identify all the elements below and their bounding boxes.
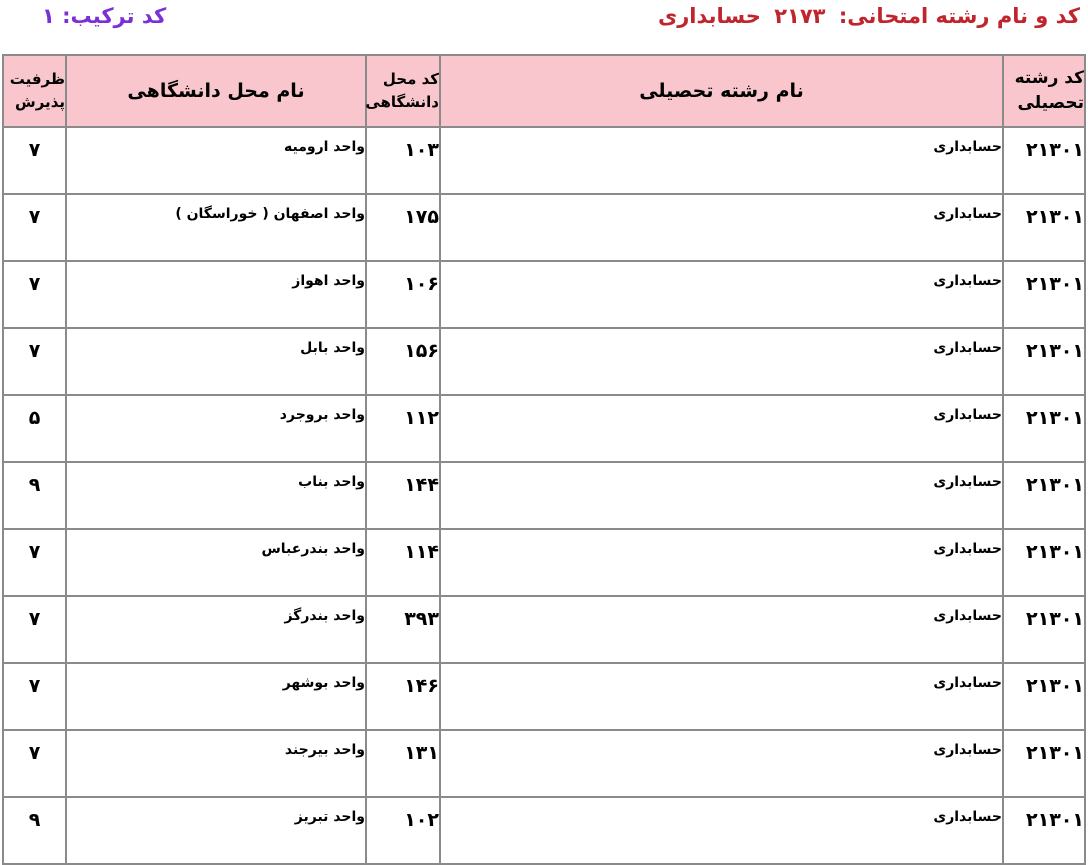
field-name-cell: حسابداری <box>440 328 1003 395</box>
field-name-cell: حسابداری <box>440 663 1003 730</box>
field-name-cell: حسابداری <box>440 730 1003 797</box>
field-code-cell: ۲۱۳۰۱ <box>1003 395 1085 462</box>
table-row <box>3 194 1085 261</box>
capacity-cell: ۷ <box>3 261 66 328</box>
field-name-cell: حسابداری <box>440 194 1003 261</box>
col-header-university-code: کد محل دانشگاهی <box>366 55 440 127</box>
university-name-cell: واحد ارومیه <box>66 127 366 194</box>
combination-label: کد ترکیب: <box>62 4 167 28</box>
field-name-cell: حسابداری <box>440 529 1003 596</box>
table-row <box>3 395 1085 462</box>
field-code-cell: ۲۱۳۰۱ <box>1003 730 1085 797</box>
field-code-cell: ۲۱۳۰۱ <box>1003 127 1085 194</box>
university-name-cell: واحد بندرگز <box>66 596 366 663</box>
capacity-cell: ۵ <box>3 395 66 462</box>
university-code-cell: ۱۰۲ <box>366 797 440 864</box>
field-code-cell: ۲۱۳۰۱ <box>1003 529 1085 596</box>
col-header-field-code: کد رشته تحصیلی <box>1003 55 1085 127</box>
capacity-cell: ۷ <box>3 529 66 596</box>
university-name-cell: واحد تبریز <box>66 797 366 864</box>
col-header-field-name: نام رشته تحصیلی <box>440 55 1003 127</box>
university-code-cell: ۱۰۳ <box>366 127 440 194</box>
university-code-cell: ۱۳۱ <box>366 730 440 797</box>
capacity-cell: ۹ <box>3 797 66 864</box>
col-header-capacity: ظرفیت پذیرش <box>3 55 66 127</box>
table-row <box>3 127 1085 194</box>
university-name-cell: واحد بندرعباس <box>66 529 366 596</box>
capacity-cell: ۷ <box>3 194 66 261</box>
field-name-cell: حسابداری <box>440 462 1003 529</box>
admission-table <box>2 54 1086 865</box>
capacity-cell: ۹ <box>3 462 66 529</box>
exam-header <box>658 2 1080 30</box>
field-code-cell: ۲۱۳۰۱ <box>1003 462 1085 529</box>
exam-label: کد و نام رشته امتحانی: <box>838 4 1080 28</box>
field-name-cell: حسابداری <box>440 127 1003 194</box>
field-code-cell: ۲۱۳۰۱ <box>1003 596 1085 663</box>
university-name-cell: واحد بیرجند <box>66 730 366 797</box>
exam-name: حسابداری <box>657 4 761 28</box>
table-row <box>3 596 1085 663</box>
table-row <box>3 462 1085 529</box>
university-code-cell: ۱۵۶ <box>366 328 440 395</box>
capacity-cell: ۷ <box>3 127 66 194</box>
field-code-cell: ۲۱۳۰۱ <box>1003 797 1085 864</box>
university-code-cell: ۱۴۶ <box>366 663 440 730</box>
field-name-cell: حسابداری <box>440 395 1003 462</box>
table-header-row <box>3 55 1085 127</box>
university-name-cell: واحد بوشهر <box>66 663 366 730</box>
university-code-cell: ۳۹۳ <box>366 596 440 663</box>
field-code-cell: ۲۱۳۰۱ <box>1003 261 1085 328</box>
field-code-cell: ۲۱۳۰۱ <box>1003 194 1085 261</box>
university-name-cell: واحد بروجرد <box>66 395 366 462</box>
capacity-cell: ۷ <box>3 596 66 663</box>
table-row <box>3 529 1085 596</box>
university-name-cell: واحد اصفهان ( خوراسگان ) <box>66 194 366 261</box>
university-code-cell: ۱۱۴ <box>366 529 440 596</box>
table-row <box>3 663 1085 730</box>
field-code-cell: ۲۱۳۰۱ <box>1003 663 1085 730</box>
university-name-cell: واحد بناب <box>66 462 366 529</box>
exam-code: ۲۱۷۳ <box>774 4 826 28</box>
university-name-cell: واحد اهواز <box>66 261 366 328</box>
field-name-cell: حسابداری <box>440 797 1003 864</box>
university-code-cell: ۱۱۲ <box>366 395 440 462</box>
capacity-cell: ۷ <box>3 663 66 730</box>
table-row <box>3 261 1085 328</box>
capacity-cell: ۷ <box>3 730 66 797</box>
university-code-cell: ۱۴۴ <box>366 462 440 529</box>
field-name-cell: حسابداری <box>440 596 1003 663</box>
university-name-cell: واحد بابل <box>66 328 366 395</box>
table-row <box>3 797 1085 864</box>
combination-header <box>42 2 166 30</box>
combination-value: ۱ <box>42 4 55 28</box>
university-code-cell: ۱۰۶ <box>366 261 440 328</box>
university-code-cell: ۱۷۵ <box>366 194 440 261</box>
field-code-cell: ۲۱۳۰۱ <box>1003 328 1085 395</box>
field-name-cell: حسابداری <box>440 261 1003 328</box>
table-row <box>3 730 1085 797</box>
capacity-cell: ۷ <box>3 328 66 395</box>
table-row <box>3 328 1085 395</box>
col-header-university-name: نام محل دانشگاهی <box>66 55 366 127</box>
